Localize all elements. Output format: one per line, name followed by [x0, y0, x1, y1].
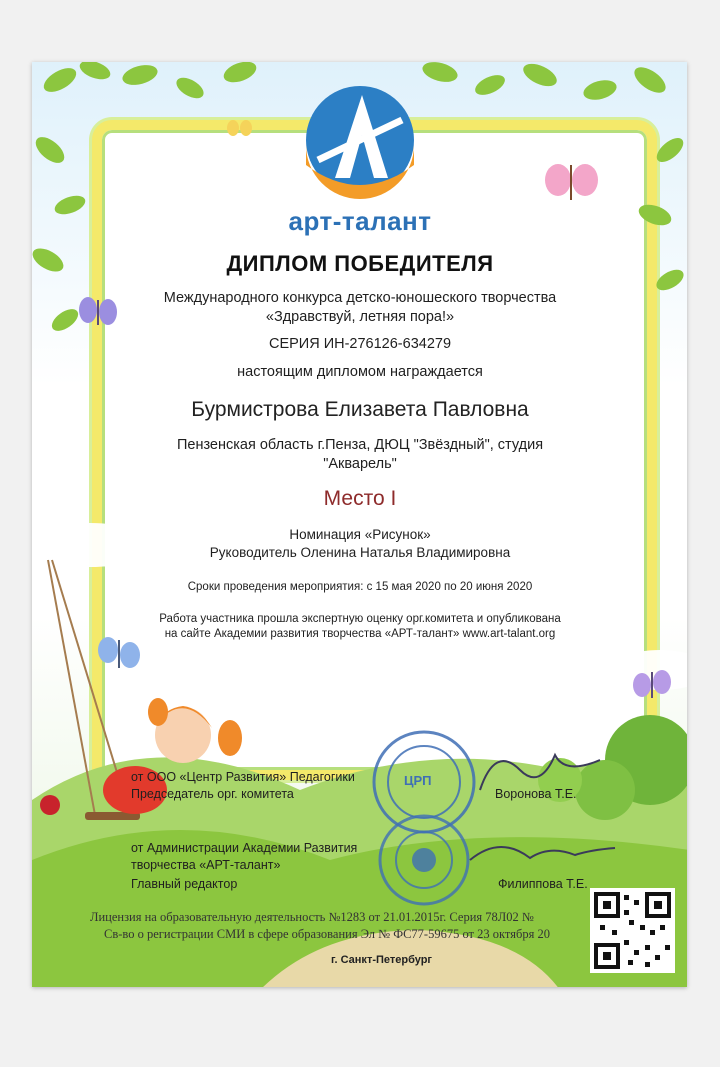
review-line-2: на сайте Академии развития творчества «АРТ-талант» www.art-talant.org [164, 628, 556, 640]
butterfly-icon [545, 164, 598, 200]
contest-line-2: «Здравствуй, летняя пора!» [265, 309, 455, 325]
sign2-org-line-2: творчества «АРТ-талант» [131, 858, 281, 872]
sign2-org-line-1: от Администрации Академии Развития [131, 841, 358, 855]
tree-icon [575, 760, 635, 820]
sign1-name: Воронова Т.Е. [495, 787, 577, 801]
stamp-crp-text: ЦРП [404, 773, 432, 788]
supervisor: Руководитель Оленина Наталья Владимировна [209, 545, 511, 560]
butterfly-icon [227, 120, 252, 136]
review-line-1: Работа участника прошла экспертную оценку орг.комитета и опубликована [159, 613, 561, 625]
event-dates: Сроки проведения мероприятия: с 15 мая 2020 по 20 июня 2020 [187, 581, 533, 593]
brand-name: арт-талант [288, 206, 432, 236]
winner-name: Бурмистрова Елизавета Павловна [191, 398, 529, 421]
diploma-title: ДИПЛОМ ПОБЕДИТЕЛЯ [226, 251, 494, 276]
sign1-role: Председатель орг. комитета [131, 787, 294, 801]
location-line-1: Пензенская область г.Пенза, ДЮЦ "Звёздный", студия [176, 437, 544, 453]
contest-line-1: Международного конкурса детско-юношеского творчества [163, 290, 557, 306]
city: г. Санкт-Петербург [331, 954, 433, 966]
sign2-role: Главный редактор [131, 877, 238, 891]
sign1-org: от ООО «Центр Развития» Педагогики [131, 770, 355, 784]
awarded-text: настоящим дипломом награждается [237, 364, 483, 380]
nomination: Номинация «Рисунок» [289, 527, 431, 542]
sign2-name: Филиппова Т.Е. [498, 877, 588, 891]
license-line-1: Лицензия на образовательную деятельность №1283 от 21.01.2015г. Серия 78Л02 № [90, 910, 534, 924]
place-award: Место I [323, 487, 397, 510]
art-talant-logo [306, 86, 414, 199]
location-line-2: "Акварель" [323, 456, 397, 472]
qr-code [590, 888, 675, 973]
butterfly-icon [633, 670, 671, 698]
license-line-2: Св-во о регистрации СМИ в сфере образования Эл № ФС77-59675 от 23 октября 20 [104, 927, 550, 941]
series-number: СЕРИЯ ИН-276126-634279 [268, 336, 452, 352]
